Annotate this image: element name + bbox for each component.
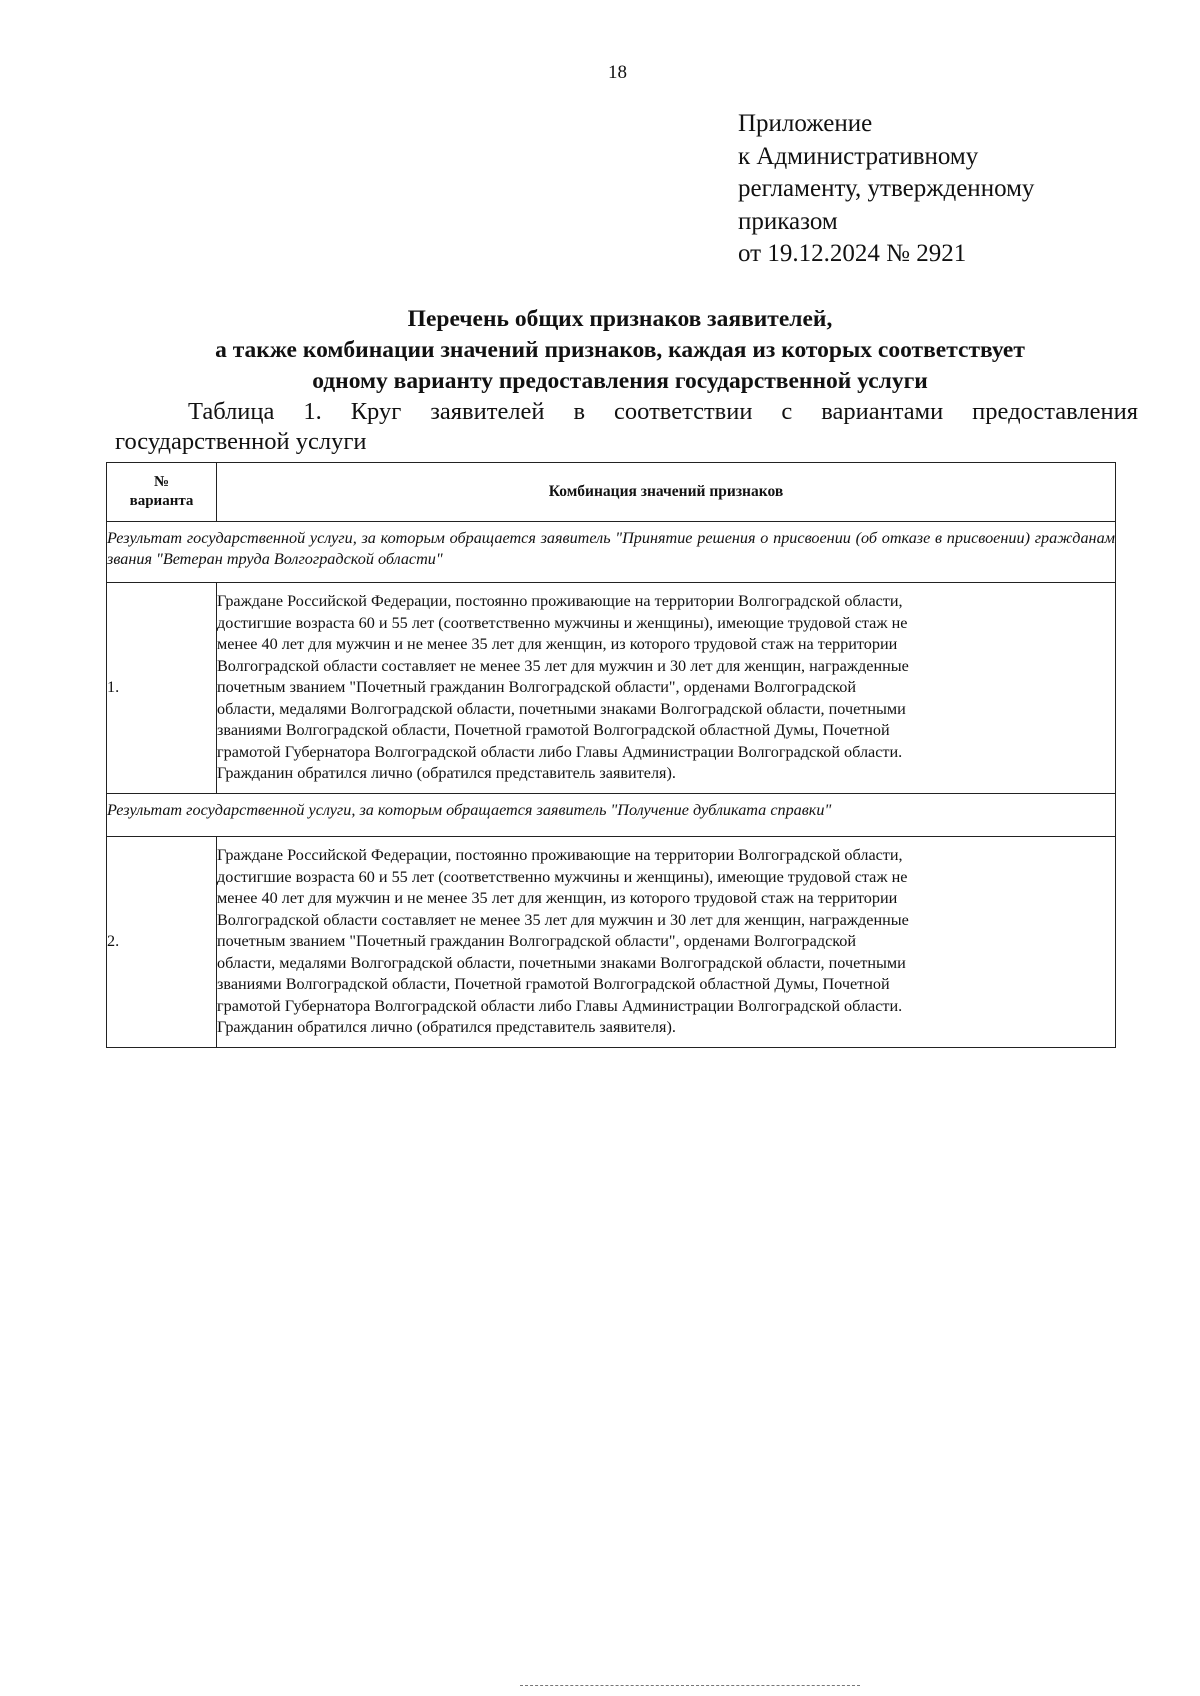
criteria-line: Граждане Российской Федерации, постоянно проживающие на территории Волгоградской области, xyxy=(217,592,903,611)
page-number: 18 xyxy=(608,62,627,83)
appendix-line: к Административному xyxy=(738,142,979,170)
criteria-line: Гражданин обратился лично (обратился представитель заявителя). xyxy=(217,764,676,783)
section-row xyxy=(107,794,1116,837)
variant-number: 2. xyxy=(107,837,217,1048)
criteria-line: достигшие возраста 60 и 55 лет (соответственно мужчины и женщины), имеющие трудовой стаж не xyxy=(217,613,908,632)
header-num-label: варианта xyxy=(129,493,194,509)
criteria-line: менее 40 лет для мужчин и не менее 35 лет для женщин, из которого трудовой стаж на территории xyxy=(217,635,898,654)
criteria-line: Волгоградской области составляет не менее 35 лет для мужчин и 30 лет для женщин, награжденные xyxy=(217,656,909,675)
title-line: Перечень общих признаков заявителей, xyxy=(407,306,833,332)
variants-table xyxy=(106,462,1116,1048)
header-num-symbol: № xyxy=(153,474,170,490)
caption-line: Таблица 1. Круг заявителей в соответствии с вариантами предоставления xyxy=(188,398,1138,425)
table-row xyxy=(107,837,1116,1048)
header-variant-number xyxy=(107,463,217,522)
appendix-line: приказом xyxy=(738,207,838,235)
section-result-text: Результат государственной услуги, за которым обращается заявитель "Принятие решения о присвоении (об отказе в присвоении) гражданам звания "Ветеран труда Волгоградской области" xyxy=(107,522,1116,583)
table-caption xyxy=(115,397,1138,457)
title-line: одному варианту предоставления государственной услуги xyxy=(312,368,928,394)
criteria-line: почетным званием "Почетный гражданин Волгоградской области", орденами Волгоградской xyxy=(217,932,857,951)
criteria-line: грамотой Губернатора Волгоградской области либо Главы Администрации Волгоградской области. xyxy=(217,996,903,1015)
appendix-block xyxy=(738,108,1158,271)
variant-number: 1. xyxy=(107,583,217,794)
table-row xyxy=(107,583,1116,794)
scan-edge-mark xyxy=(520,1685,860,1688)
criteria-line: грамотой Губернатора Волгоградской области либо Главы Администрации Волгоградской области. xyxy=(217,742,903,761)
title-line: а также комбинации значений признаков, каждая из которых соответствует xyxy=(215,337,1025,363)
criteria-line: Гражданин обратился лично (обратился представитель заявителя). xyxy=(217,1018,676,1037)
criteria-line: званиями Волгоградской области, Почетной грамотой Волгоградской областной Думы, Почетной xyxy=(217,975,890,994)
criteria-line: области, медалями Волгоградской области, почетными знаками Волгоградской области, почетными xyxy=(217,953,906,972)
table-header-row xyxy=(107,463,1116,522)
caption-line: государственной услуги xyxy=(115,428,367,455)
variant-criteria xyxy=(217,837,1116,1048)
document-title xyxy=(90,304,1150,397)
criteria-line: Волгоградской области составляет не менее 35 лет для мужчин и 30 лет для женщин, награжденные xyxy=(217,910,909,929)
header-combination: Комбинация значений признаков xyxy=(217,463,1116,522)
criteria-line: званиями Волгоградской области, Почетной грамотой Волгоградской областной Думы, Почетной xyxy=(217,721,890,740)
criteria-line: почетным званием "Почетный гражданин Волгоградской области", орденами Волгоградской xyxy=(217,678,857,697)
criteria-line: достигшие возраста 60 и 55 лет (соответственно мужчины и женщины), имеющие трудовой стаж не xyxy=(217,867,908,886)
section-row xyxy=(107,522,1116,583)
criteria-line: менее 40 лет для мужчин и не менее 35 лет для женщин, из которого трудовой стаж на территории xyxy=(217,889,898,908)
appendix-line: от 19.12.2024 № 2921 xyxy=(738,240,967,267)
section-result-text: Результат государственной услуги, за которым обращается заявитель "Получение дубликата справки" xyxy=(107,794,1116,837)
criteria-line: Граждане Российской Федерации, постоянно проживающие на территории Волгоградской области, xyxy=(217,846,903,865)
appendix-line: регламенту, утвержденному xyxy=(738,175,1035,202)
criteria-line: области, медалями Волгоградской области, почетными знаками Волгоградской области, почетными xyxy=(217,699,906,718)
variant-criteria xyxy=(217,583,1116,794)
appendix-line: Приложение xyxy=(738,110,873,137)
